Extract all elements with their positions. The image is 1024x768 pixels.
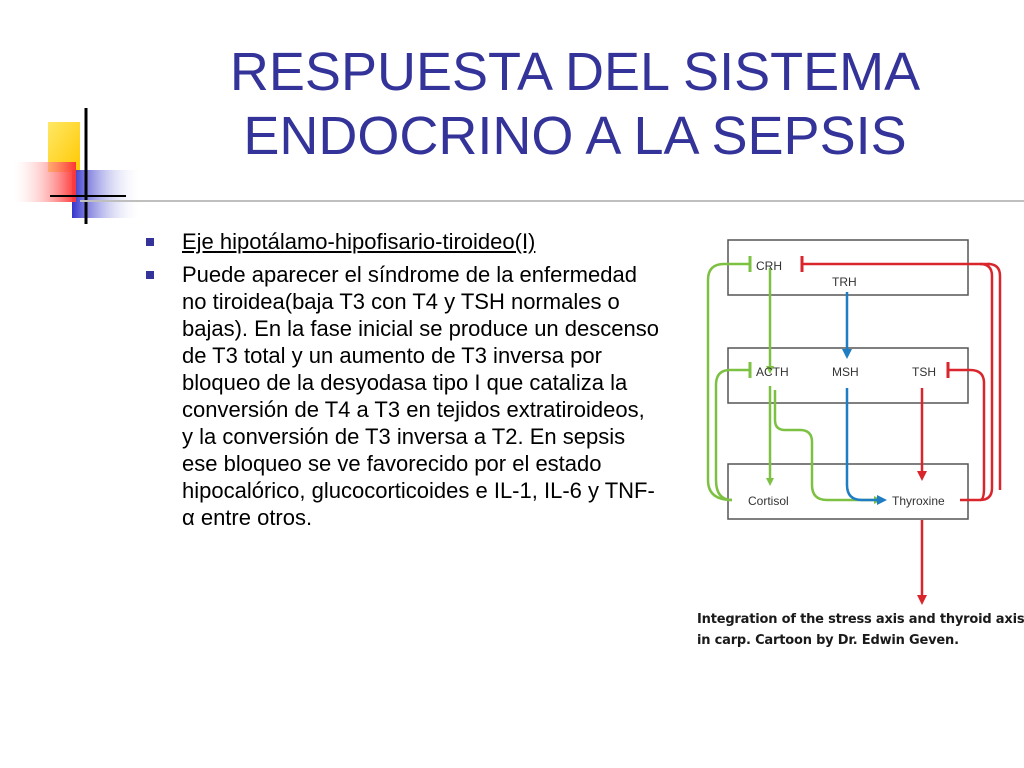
decorative-corner-graphic bbox=[0, 100, 160, 240]
label-tsh: TSH bbox=[912, 365, 936, 379]
bullet-item bbox=[140, 228, 660, 255]
label-trh: TRH bbox=[832, 275, 857, 289]
title-divider bbox=[80, 200, 1024, 202]
bullet-square-icon bbox=[146, 271, 154, 279]
bullet-text: Puede aparecer el síndrome de la enfermedad no tiroidea(baja T3 con T4 y TSH normales o bajas). En la fase inicial se produce un descenso de T3 total y un aumento de T3 inversa por bloqueo de la desyodasa tipo I que cataliza la conversión de T4 a T3 en tejidos extratiroideos, y la conversión de T3 inversa a T2. En sepsis ese bloqueo se ve favorecido por el estado hipocalórico, glucocorticoides e IL-1, IL-6 y TNF-α entre otros. bbox=[182, 262, 659, 530]
label-thyroxine: Thyroxine bbox=[892, 494, 945, 508]
slide-title bbox=[175, 40, 975, 168]
caption-line-1: Integration of the stress axis and thyroid axis bbox=[697, 612, 1024, 627]
slide-title-line-2: ENDOCRINO A LA SEPSIS bbox=[243, 106, 907, 166]
label-msh: MSH bbox=[832, 365, 859, 379]
label-crh: CRH bbox=[756, 259, 782, 273]
caption-line-2: in carp. Cartoon by Dr. Edwin Geven. bbox=[697, 633, 959, 648]
label-cortisol: Cortisol bbox=[748, 494, 789, 508]
slide-title-line-1: RESPUESTA DEL SISTEMA bbox=[229, 42, 921, 102]
bullet-list bbox=[140, 228, 660, 537]
diagram-caption bbox=[697, 609, 1024, 651]
deco-blue-square bbox=[72, 170, 142, 218]
bullet-text: Eje hipotálamo-hipofisario-tiroideo(I) bbox=[182, 229, 536, 254]
bullet-square-icon bbox=[146, 238, 154, 246]
hormone-axis-diagram bbox=[690, 230, 1010, 620]
trh-to-tsh-arrow bbox=[988, 264, 1000, 490]
label-acth: ACTH bbox=[756, 365, 789, 379]
bullet-item bbox=[140, 261, 660, 531]
